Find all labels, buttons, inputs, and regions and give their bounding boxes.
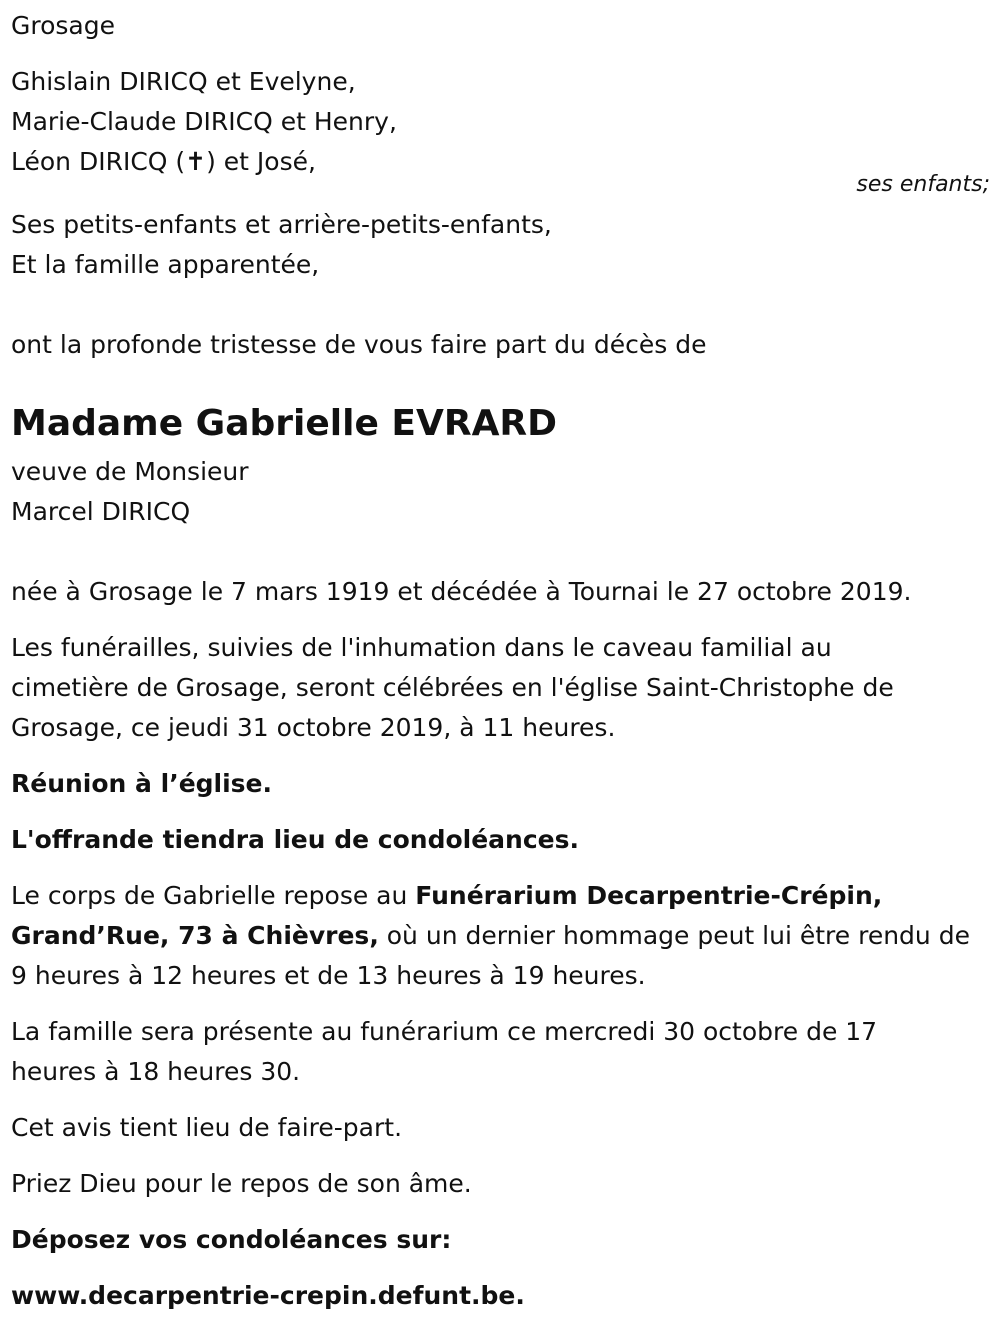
announcement: ont la profonde tristesse de vous faire part du décès de	[11, 330, 707, 359]
funerarium-address: Grand’Rue, 73 à Chièvres,	[11, 921, 379, 950]
child-line-3: Léon DIRICQ (✝) et José,	[11, 147, 316, 176]
rest-line-2	[11, 916, 970, 956]
notice: Cet avis tient lieu de faire-part.	[11, 1113, 403, 1142]
children-label: ses enfants;	[856, 172, 990, 197]
family-line-1: Ses petits-enfants et arrière-petits-enfants,	[11, 210, 552, 239]
funeral-line-3: Grosage, ce jeudi 31 octobre 2019, à 11 heures.	[11, 713, 616, 742]
offering: L'offrande tiendra lieu de condoléances.	[11, 825, 579, 854]
child-line-1: Ghislain DIRICQ et Evelyne,	[11, 67, 356, 96]
rest-line-2-text: où un dernier hommage peut lui être rendu de	[378, 921, 970, 950]
funeral-line-1: Les funérailles, suivies de l'inhumation dans le caveau familial au	[11, 633, 832, 662]
meeting: Réunion à l’église.	[11, 769, 273, 798]
presence-line-2: heures à 18 heures 30.	[11, 1057, 301, 1086]
rest-line-1	[11, 876, 882, 916]
funeral-line-2: cimetière de Grosage, seront célébrées en l'église Saint-Christophe de	[11, 673, 894, 702]
birth-death: née à Grosage le 7 mars 1919 et décédée à Tournai le 27 octobre 2019.	[11, 577, 912, 606]
deceased-name: Madame Gabrielle EVRARD	[11, 403, 558, 444]
presence-line-1: La famille sera présente au funérarium ce mercredi 30 octobre de 17	[11, 1017, 878, 1046]
rest-line-3: 9 heures à 12 heures et de 13 heures à 19 heures.	[11, 961, 646, 990]
family-line-2: Et la famille apparentée,	[11, 250, 320, 279]
prayer: Priez Dieu pour le repos de son âme.	[11, 1169, 472, 1198]
rest-line-1-text: Le corps de Gabrielle repose au	[11, 881, 416, 910]
child-line-2: Marie-Claude DIRICQ et Henry,	[11, 107, 397, 136]
location: Grosage	[11, 11, 115, 40]
website-link[interactable]: www.decarpentrie-crepin.defunt.be.	[11, 1281, 525, 1310]
funerarium-name: Funérarium Decarpentrie-Crépin,	[415, 881, 883, 910]
condolences-label: Déposez vos condoléances sur:	[11, 1225, 452, 1254]
widow-line-2: Marcel DIRICQ	[11, 497, 191, 526]
widow-line-1: veuve de Monsieur	[11, 457, 249, 486]
